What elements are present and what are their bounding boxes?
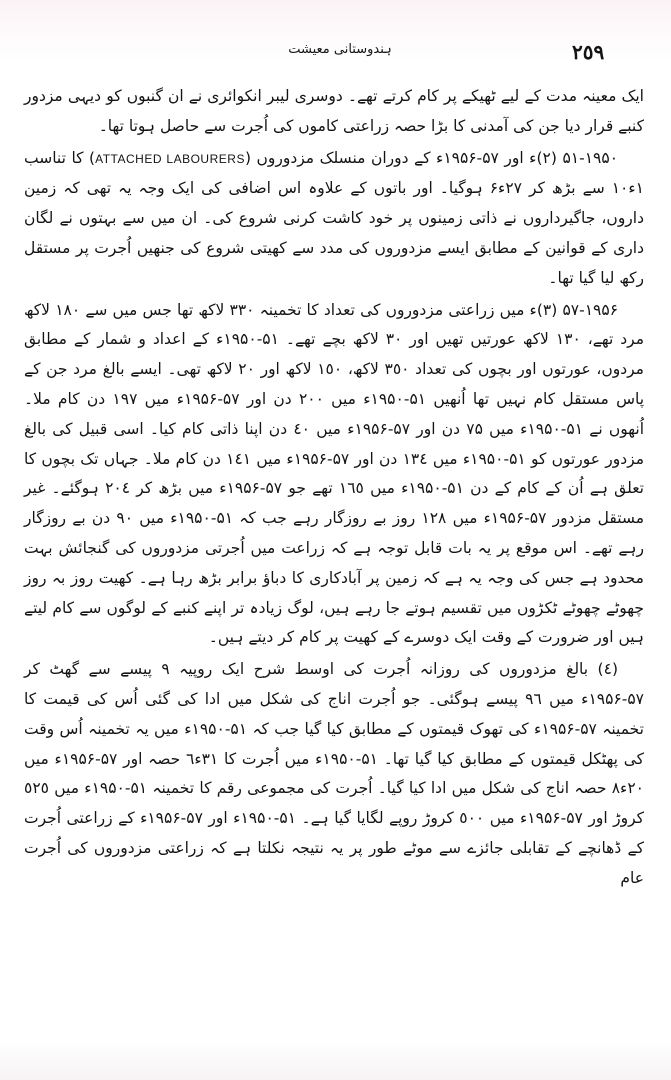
paragraph-text: ۵۷-۱۹۵۶ء میں زراعتی مزدوروں کی تعداد کا تخمینہ ٣٣٠ لاکھ تھا جس میں سے ١٨٠ لاکھ مرد تھے، ١٣٠ لاکھ عورتیں تھیں اور ٣٠ لاکھ بچے تھے۔ ۵۱-۱۹۵۰ء کے اعداد و شمار کے مطابق مردوں، عورتوں اور بچوں کی تعداد ٣٥٠ لاکھ، ١٥٠ لاکھ اور ٢٠ لاکھ تھی۔ ایسے بالغ مرد جن کے پاس مستقل کام نہیں تھا اُنھیں ۵۱-۱۹۵۰ء میں ٢٠٠ دن اور ۵۷-۱۹۵۶ء میں ١٩٧ دن کام ملا۔ اُنھوں نے ۵۱-۱۹۵۰ء میں ٧۵ دن اور ۵۷-۱۹۵۶ء میں ٤٠ دن اپنا ذاتی کام کیا۔ اسی قبیل کی بالغ مزدور عورتوں کو ۵۱-۱۹۵۰ء میں ١٣٤ دن اور ۵۷-۱۹۵۶ء میں ١٤١ دن کام ملا۔ جہاں تک بچوں کا تعلق ہے اُن کے کام کے دن ۵۱-۱۹۵۰ء میں ١٦٥ تھے جو ۵۷-۱۹۵۶ء میں بڑھ کر ٢٠٤ ہوگئے۔ غیر مستقل مزدور ۵۷-۱۹۵۶ء میں ١٢٨ روز بے روزگار رہے جب کہ ۵۱-۱۹۵۰ء میں ٩٠ دن بے روزگار رہے تھے۔ اس موقع پر یہ بات قابل توجہ ہے کہ زراعت میں اُجرتی مزدوروں کی گنجائش بہت محدود ہے جس کی وجہ یہ ہے کہ زمین پر آبادکاری کا دباؤ برابر بڑھ رہا ہے۔ کھیت روز بہ روز چھوٹے چھوٹے ٹکڑوں میں تقسیم ہوتے جا رہے ہیں، لوگ زیادہ تر اپنے کنبے کے لوگوں سے کام لیتے ہیں اور ضرورت کے وقت ایک دوسرے کے کھیت پر کام کر دیتے ہیں۔ <box>24 300 645 647</box>
paragraph-text-continued: ) کا تناسب ۱ء۱۰ سے بڑھ کر ۲۷ء۶ ہوگیا۔ اور باتوں کے علاوہ اس اضافی کی ایک وجہ یہ تھی کہ زمین داروں، جاگیرداروں نے ذاتی زمینوں پر خود کاشت کرنی شروع کی۔ ان میں سے بہتوں نے لگان داری کے قوانین کے مطابق ایسے مزدوروں کی مدد سے کھیتی شروع کی جنھیں اُجرت پر مستقل رکھ لیا گیا تھا۔ <box>24 148 644 287</box>
paragraph-text: ۵۱-۱۹۵۰ء اور ۵۷-۱۹۵۶ء کے دوران منسلک مزدوروں ( <box>244 148 619 167</box>
paragraph-number: (٣) <box>536 300 558 319</box>
paragraph-1 <box>24 82 644 142</box>
paragraph-number: (٤) <box>597 660 618 679</box>
paragraph-4 <box>24 655 644 893</box>
paragraph-text: بالغ مزدوروں کی روزانہ اُجرت کی اوسط شرح ایک روپیہ ٩ پیسے سے گھٹ کر ۵۷-۱۹۵۶ء میں ٩٦ پیسے ہوگئی۔ جو اُجرت اناج کی شکل میں ادا کی گئی اُس کی قیمت کا تخمینہ ۵۷-۱۹۵۶ء کی تھوک قیمتوں کے مطابق کیا گیا جب کہ ۵۱-۱۹۵۰ء میں یہ تخمینہ اُس وقت کی پھٹکل قیمتوں کے مطابق کیا گیا تھا۔ ۵۱-۱۹۵۰ء میں اُجرت کا ۳۱ء٦ حصہ اور ۵۷-۱۹۵۶ء میں ۲۰ء۸ حصہ اناج کی شکل میں ادا کیا گیا۔ اُجرت کی مجموعی رقم کا تخمینہ ۵۱-۱۹۵۰ء میں ٥٢٥ کروڑ اور ۵۷-۱۹۵۶ء میں ٥٠٠ کروڑ روپے لگایا گیا ہے۔ ۵۱-۱۹۵۰ء اور ۵۷-۱۹۵۶ء کے زراعتی اُجرت کے ڈھانچے کے تقابلی جائزے سے موٹے طور پر یہ نتیجہ نکلتا ہے کہ زراعتی مزدوروں کی اُجرت عام <box>24 660 645 887</box>
page-header <box>0 36 671 66</box>
page-number: ٢٥٩ <box>572 40 605 64</box>
body-text <box>24 82 644 896</box>
paragraph-3 <box>24 296 644 654</box>
paragraph-text: ایک معینہ مدت کے لیے ٹھیکے پر کام کرتے تھے۔ دوسری لیبر انکوائری نے ان گنبوں کو دیہی مزدور کنبے قرار دیا جن کی آمدنی کا بڑا حصہ زراعتی کاموں کی اُجرت سے حاصل ہوتا تھا۔ <box>24 87 644 135</box>
paragraph-2 <box>24 144 644 294</box>
english-term: ATTACHED LABOURERS <box>95 151 245 166</box>
paragraph-number: (٢) <box>536 148 557 167</box>
running-head: ہندوستانی معیشت <box>288 42 392 57</box>
